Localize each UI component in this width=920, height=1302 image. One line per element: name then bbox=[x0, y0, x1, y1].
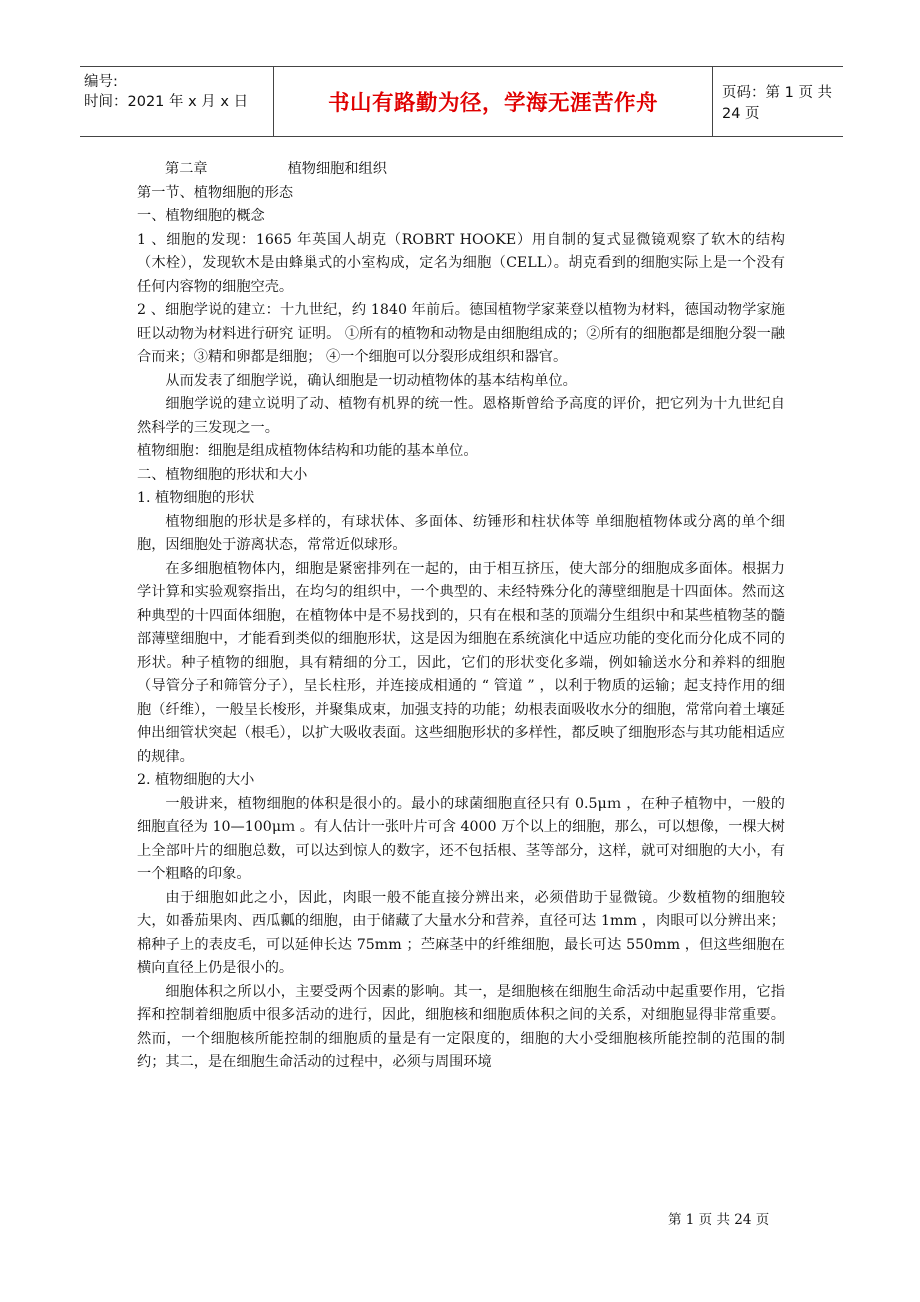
header-motto: 书山有路勤为径，学海无涯苦作舟 bbox=[273, 67, 713, 136]
chapter-title: 植物细胞和组织 bbox=[287, 161, 387, 177]
item-heading: 2. 植物细胞的大小 bbox=[137, 772, 255, 788]
paragraph: 细胞体积之所以小，主要受两个因素的影响。其一，是细胞核在细胞生命活动中起重要作用，它指挥和控制着细胞质中很多活动的进行，因此，细胞核和细胞质体积之间的关系，对细胞显得非常重要。然而，一个细胞核所能控制的细胞质的量是有一定限度的，细胞的大小受细胞核所能控制的范围的制约；其二，是在细胞生命活动的过程中，必须与周围环境 bbox=[137, 983, 785, 1070]
paragraph: 由于细胞如此之小，因此，肉眼一般不能直接分辨出来，必须借助于显微镜。少数植物的细胞较大，如番茄果肉、西瓜瓤的细胞，由于储藏了大量水分和营养，直径可达 1mm ，肉眼可以分辨出来；棉种子上的表皮毛，可以延伸长达 75mm ；苎麻茎中的纤维细胞，最长可达 550mm ，但这些细胞在横向直径上仍是很小的。 bbox=[137, 889, 785, 976]
document-body bbox=[137, 158, 785, 1075]
paragraph: 2 、细胞学说的建立：十九世纪，约 1840 年前后。德国植物学家莱登以植物为材料，德国动物学家施 旺以动物为材料进行研究 证明。 ①所有的植物和动物是由细胞组成的；②所有的细胞都是细胞分裂一融合而来；③精和卵都是细胞； ④一个细胞可以分裂形成组织和器官。 bbox=[137, 302, 785, 365]
header-meta bbox=[80, 67, 273, 136]
subsection-heading: 一、植物细胞的概念 bbox=[137, 208, 265, 224]
item-heading: 1. 植物细胞的形状 bbox=[137, 490, 255, 506]
number-label: 编号: bbox=[84, 74, 118, 90]
chapter-number: 第二章 bbox=[165, 161, 208, 177]
section-heading: 第一节、植物细胞的形态 bbox=[137, 184, 294, 201]
page-footer: 第 1 页 共 24 页 bbox=[668, 1212, 770, 1228]
time-label: 时间：2021 年 x 月 x 日 bbox=[84, 94, 249, 110]
page-header bbox=[80, 66, 843, 137]
paragraph: 植物细胞：细胞是组成植物体结构和功能的基本单位。 bbox=[137, 443, 478, 459]
paragraph: 植物细胞的形状是多样的，有球状体、多面体、纺锤形和柱状体等 单细胞植物体或分离的单个细胞，因细胞处于游离状态，常常近似球形。 bbox=[137, 513, 785, 553]
chapter-heading bbox=[137, 158, 785, 182]
header-page-info: 页码：第 1 页 共 24 页 bbox=[722, 84, 833, 122]
paragraph: 细胞学说的建立说明了动、植物有机界的统一性。恩格斯曾给予高度的评价，把它列为十九世纪自然科学的三发现之一。 bbox=[137, 396, 785, 436]
paragraph: 1 、细胞的发现：1665 年英国人胡克（ROBRT HOOKE）用自制的复式显微镜观察了软木的结构（木栓），发现软木是由蜂巢式的小室构成，定名为细胞（CELL）。胡克看到的细胞实际上是一个没有任何内容物的细胞空壳。 bbox=[137, 231, 785, 295]
paragraph: 在多细胞植物体内，细胞是紧密排列在一起的，由于相互挤压，使大部分的细胞成多面体。根据力学计算和实验观察指出，在均匀的组织中，一个典型的、未经特殊分化的薄壁细胞是十四面体。然而这种典型的十四面体细胞，在植物体中是不易找到的，只有在根和茎的顶端分生组织中和某些植物茎的髓部薄壁细胞中，才能看到类似的细胞形状，这是因为细胞在系统演化中适应功能的变化而分化成不同的形状。种子植物的细胞，具有精细的分工，因此，它们的形状变化多端，例如输送水分和养料的细胞（导管分子和筛管分子），呈长柱形，并连接成相通的 “ 管道 ” ，以利于物质的运输；起支持作用的细胞（纤维），一般呈长梭形，并聚集成束，加强支持的功能；幼根表面吸收水分的细胞，常常向着土壤延伸出细管状突起（根毛），以扩大吸收表面。这些细胞形状的多样性，都反映了细胞形态与其功能相适应的规律。 bbox=[137, 560, 785, 765]
paragraph: 一般讲来，植物细胞的体积是很小的。最小的球菌细胞直径只有 0.5μｍ ，在种子植物中，一般的细胞直径为 10—100μｍ 。有人估计一张叶片可含 4000 万个以上的细胞，那么，可以想像，一棵大树上全部叶片的细胞总数，可以达到惊人的数字，还不包括根、茎等部分，这样，就可对细胞的大小，有一个粗略的印象。 bbox=[137, 795, 785, 882]
subsection-heading: 二、植物细胞的形状和大小 bbox=[137, 466, 308, 483]
paragraph: 从而发表了细胞学说，确认细胞是一切动植物体的基本结构单位。 bbox=[165, 372, 577, 389]
